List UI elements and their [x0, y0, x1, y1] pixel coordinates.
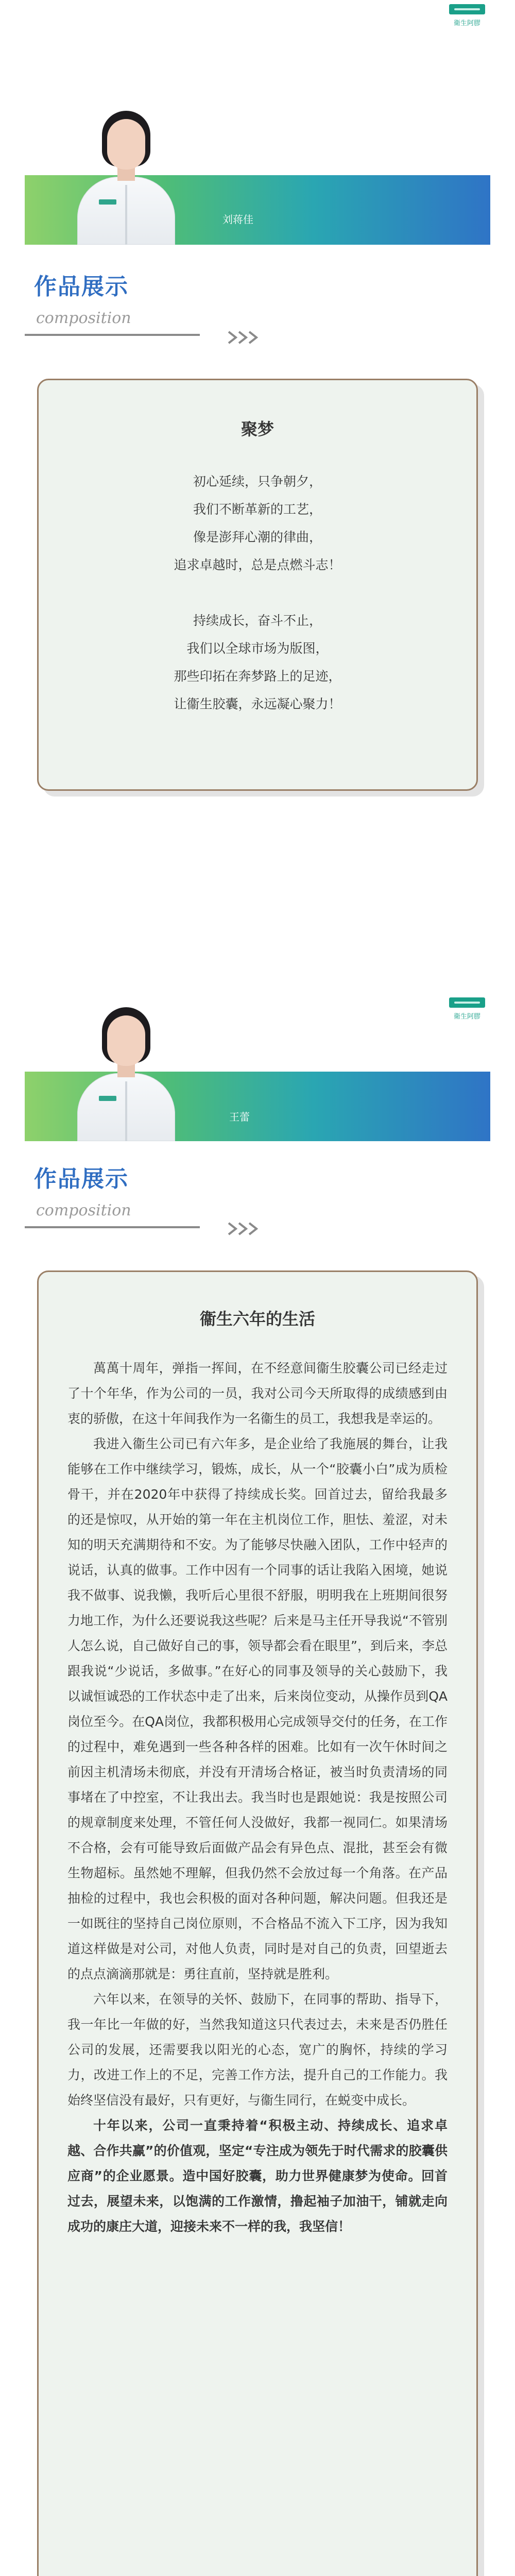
face-shape [107, 119, 145, 170]
essay-card [37, 1270, 478, 2576]
section-subheading: composition [36, 1201, 131, 1219]
poem-line: 让衞生胶囊，永远凝心聚力！ [174, 697, 341, 711]
section-heading: 作品展示 [34, 274, 129, 300]
double-chevron-icon [227, 330, 273, 345]
poem-line: 那些印拓在奔梦路上的足迹， [174, 669, 341, 684]
section-two [0, 979, 515, 2576]
essay-body [39, 1355, 476, 2239]
author-name: 王蕾 [229, 1111, 250, 1123]
poem-line: 持续成长，奋斗不止， [193, 613, 322, 628]
poem-card [37, 379, 478, 791]
section-heading: 作品展示 [34, 1166, 129, 1192]
double-chevron-icon [227, 1221, 273, 1236]
logo-text: 衛生阿膠 [453, 20, 480, 27]
poem-title: 聚梦 [241, 419, 274, 439]
poem-stanza-1 [39, 468, 476, 579]
essay-paragraph: 六年以来，在领导的关怀、鼓励下，在同事的帮助、指导下，我一年比一年做的好，当然我知道这只代表过去，未来是否仍胜任公司的发展，还需要我以阳光的心态，宽广的胸怀，持续的学习力，改进工作上的不足，完善工作方法，提升自己的工作能力。我始终坚信没有最好，只有更好，与衞生同行，在蜕变中成长。 [67, 1992, 448, 2108]
coat-shape [77, 177, 175, 245]
coat-shape [77, 1073, 175, 1141]
poem-line: 像是澎拜心潮的律曲， [193, 530, 322, 545]
logo-mark-icon [449, 4, 485, 14]
company-logo [449, 997, 485, 1029]
author-photo [77, 111, 175, 245]
poem-line: 初心延续，只争朝夕， [193, 474, 322, 489]
essay-closing-paragraph: 十年以来，公司一直秉持着“积极主动、持续成长、追求卓越、合作共赢”的价值观，坚定“专注成为领先于时代需求的胶囊供应商”的企业愿景。造中国好胶囊，助力世界健康梦为使命。回首过去，展望未来，以饱满的工作激情，撸起袖子加油干，铺就走向成功的康庄大道，迎接未来不一样的我，我坚信！ [67, 2118, 448, 2234]
poem-stanza-2 [39, 607, 476, 718]
essay-title: 衞生六年的生活 [199, 1309, 315, 1329]
heading-underline [25, 1226, 200, 1228]
logo-text: 衛生阿膠 [453, 1013, 480, 1021]
poem-line: 我们不断革新的工艺， [193, 502, 322, 517]
poem-line: 追求卓越时，总是点燃斗志！ [174, 557, 341, 572]
essay-paragraph: 萬萬十周年，弹指一挥间，在不经意间衞生胶囊公司已经走过了十个年华，作为公司的一员，我对公司今天所取得的成绩感到由衷的骄傲，在这十年间我作为一名衞生的员工，我想我是幸运的。 [67, 1361, 448, 1426]
section-subheading: composition [36, 309, 131, 327]
author-photo [77, 1007, 175, 1141]
company-logo [449, 4, 485, 36]
section-one [0, 0, 515, 979]
essay-paragraph: 我进入衞生公司已有六年多，是企业给了我施展的舞台，让我能够在工作中继续学习，锻炼，成长，从一个“胶囊小白”成为质检骨干，并在2020年中获得了持续成长奖。回首过去，留给我最多的还是惊叹，从开始的第一年在主机岗位工作，胆怯、羞涩，对未知的明天充满期待和不安。为了能够尽快融入团队，工作中轻声的说话，认真的做事。工作中因有一个同事的话让我陷入困境，她说我不做事、说我懒，我听后心里很不舒服，明明我在上班期间很努力地工作，为什么还要说我这些呢？后来是马主任开导我说“不管别人怎么说，自己做好自己的事，领导都会看在眼里”，到后来，李总跟我说“少说话，多做事。”在好心的同事及领导的关心鼓励下，我以诚恒诚恐的工作状态中走了出来，后来岗位变动，从操作员到QA岗位至今。在QA岗位，我都积极用心完成领导交付的任务，在工作的过程中，难免遇到一些各种各样的困难。比如有一次午休时间之前因主机清场未彻底，并没有开清场合格证，被当时负责清场的同事堵在了中控室，不让我出去。我当时也是跟她说：我是按照公司的规章制度来处理，不管任何人没做好，我都一视同仁。如果清场不合格，会有可能导致后面做产品会有异色点、混批，甚至会有微生物超标。虽然她不理解，但我仍然不会放过每一个角落。在产品抽检的过程中，我也会积极的面对各种问题，解决问题。但我还是一如既往的坚持自己岗位原则，不合格品不流入下工序，因为我知道这样做是对公司，对他人负责，同时是对自己的负责，回望逝去的点点滴滴那就是：勇往直前，坚持就是胜利。 [67, 1436, 448, 1981]
author-name: 刘蒋佳 [222, 213, 253, 226]
logo-mark-icon [449, 997, 485, 1008]
poem-line: 我们以全球市场为版图， [186, 641, 329, 656]
heading-underline [25, 334, 200, 336]
face-shape [107, 1015, 145, 1066]
